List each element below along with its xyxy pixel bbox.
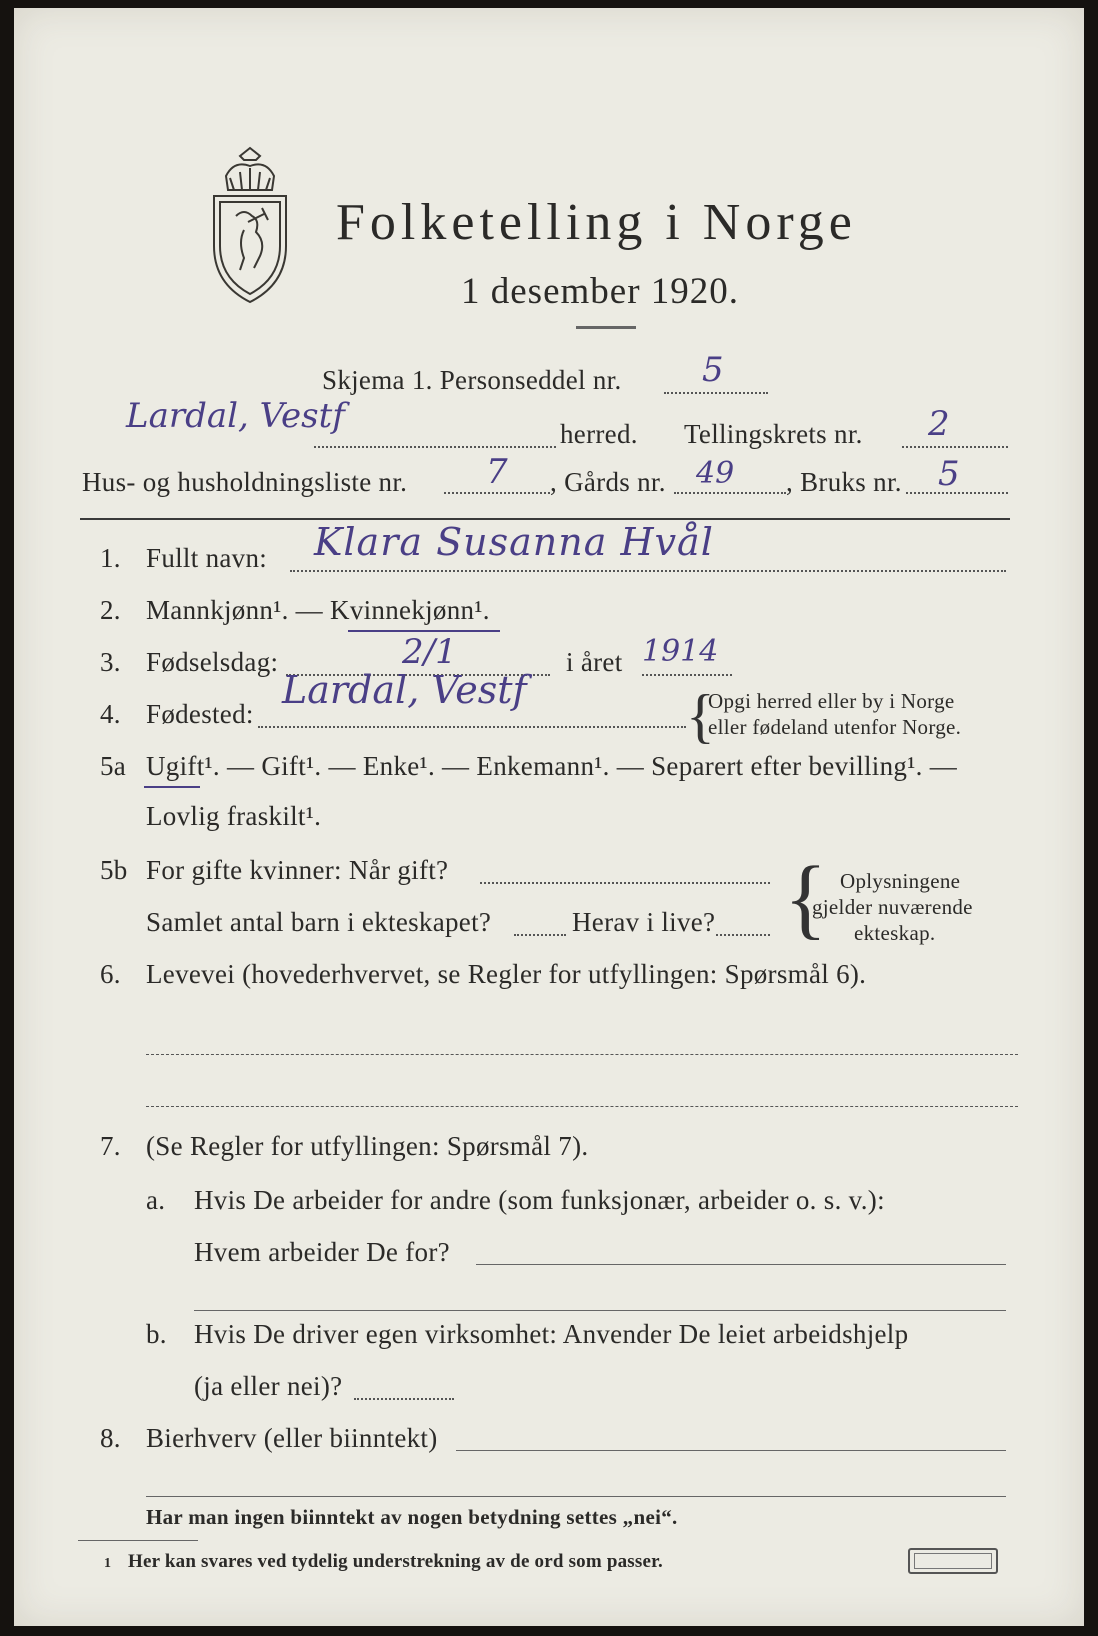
norwegian-coat-of-arms-icon	[204, 146, 296, 306]
q7-number: 7.	[100, 1131, 121, 1161]
q4-line	[258, 726, 686, 728]
census-form-page	[14, 8, 1084, 1626]
q7a-line2: Hvem arbeider De for?	[194, 1237, 450, 1267]
q7a-employer-line	[476, 1264, 1006, 1265]
q5b-note-line1: Oplysningene	[840, 869, 961, 893]
q7a-line1: Hvis De arbeider for andre (som funksjonær, arbeider o. s. v.):	[194, 1185, 885, 1215]
q8-line2	[146, 1496, 1006, 1497]
q2-number: 2.	[100, 595, 121, 625]
form-title: Folketelling i Norge	[336, 194, 857, 251]
census-date: 1 desember 1920.	[461, 271, 740, 312]
gards-label: , Gårds nr.	[550, 467, 666, 497]
birth-year-value[interactable]: 1914	[642, 634, 719, 669]
q7b-answer-line	[354, 1398, 454, 1400]
schema-label: Skjema 1. Personseddel nr.	[322, 365, 622, 395]
footnote-text: Her kan svares ved tydelig understrekning av de ord som passer.	[128, 1551, 663, 1572]
q5b-line2b: Herav i live?	[572, 907, 716, 937]
q8-number: 8.	[100, 1423, 121, 1453]
tellingskrets-label: Tellingskrets nr.	[684, 419, 863, 449]
q7-label: (Se Regler for utfyllingen: Spørsmål 7).	[146, 1131, 589, 1161]
q3-year-label: i året	[566, 647, 623, 677]
hus-label: Hus- og husholdningsliste nr.	[82, 467, 408, 497]
herred-line	[314, 446, 556, 448]
ugift-underline	[144, 786, 200, 788]
bruks-label: , Bruks nr.	[786, 467, 902, 497]
q5a-line2: Lovlig fraskilt¹.	[146, 801, 322, 831]
q5b-children-line	[514, 934, 566, 936]
q7b-line2: (ja eller nei)?	[194, 1371, 343, 1401]
birthplace-value[interactable]: Lardal, Vestf	[282, 668, 527, 712]
q2-label: Mannkjønn¹. — Kvinnekjønn¹.	[146, 595, 490, 625]
hus-line	[444, 492, 550, 494]
q4-note-line2: eller fødeland utenfor Norge.	[708, 715, 962, 739]
birth-date-value[interactable]: 2/1	[402, 632, 457, 672]
q7a-extra-line	[194, 1310, 1006, 1311]
q5b-note-line2: gjelder nuværende	[812, 895, 973, 919]
tellingskrets-nr-value[interactable]: 2	[928, 404, 950, 444]
q7b-line1: Hvis De driver egen virksomhet: Anvender De leiet arbeidshjelp	[194, 1319, 909, 1349]
q4-note-brace: {	[686, 683, 715, 749]
herred-label: herred.	[560, 419, 638, 449]
q7a-letter: a.	[146, 1185, 166, 1215]
q4-label: Fødested:	[146, 699, 254, 729]
q1-line	[290, 570, 1006, 572]
bruks-nr-value[interactable]: 5	[938, 454, 960, 494]
q1-number: 1.	[100, 543, 121, 573]
tellingskrets-line	[902, 446, 1008, 448]
q5b-married-line	[480, 882, 770, 884]
q6-line2	[146, 1106, 1018, 1107]
personseddel-nr-value[interactable]: 5	[702, 350, 724, 390]
q5b-line1: For gifte kvinner: Når gift?	[146, 855, 449, 885]
q3-label: Fødselsdag:	[146, 647, 279, 677]
q6-number: 6.	[100, 959, 121, 989]
q3-number: 3.	[100, 647, 121, 677]
q6-line1	[146, 1054, 1018, 1055]
footnote-divider	[78, 1540, 198, 1541]
q5b-alive-line	[716, 934, 770, 936]
q8-note: Har man ingen biinntekt av nogen betydning settes „nei“.	[146, 1505, 678, 1529]
herred-value[interactable]: Lardal, Vestf	[126, 396, 345, 436]
q7b-letter: b.	[146, 1319, 167, 1349]
title-divider	[576, 326, 636, 329]
q5a-line1: Ugift¹. — Gift¹. — Enke¹. — Enkemann¹. — Separert efter bevilling¹. —	[146, 751, 957, 781]
personseddel-line	[664, 392, 768, 394]
full-name-value[interactable]: Klara Susanna Hvål	[314, 520, 714, 564]
q3-year-line	[642, 674, 732, 676]
q4-number: 4.	[100, 699, 121, 729]
q5a-number: 5a	[100, 751, 127, 781]
q5b-number: 5b	[100, 855, 128, 885]
hus-nr-value[interactable]: 7	[486, 452, 508, 492]
q6-label: Levevei (hovederhvervet, se Regler for utfyllingen: Spørsmål 6).	[146, 959, 867, 989]
gards-nr-value[interactable]: 49	[696, 456, 735, 491]
q5b-line2a: Samlet antal barn i ekteskapet?	[146, 907, 492, 937]
q5b-note-line3: ekteskap.	[854, 921, 936, 945]
q1-label: Fullt navn:	[146, 543, 268, 573]
printer-stamp	[908, 1548, 998, 1574]
q5b-note-brace: {	[784, 849, 828, 948]
q8-line1	[456, 1450, 1006, 1451]
footnote-marker: 1	[104, 1556, 112, 1571]
q4-note-line1: Opgi herred eller by i Norge	[708, 689, 955, 713]
q8-label: Bierhverv (eller biinntekt)	[146, 1423, 438, 1453]
